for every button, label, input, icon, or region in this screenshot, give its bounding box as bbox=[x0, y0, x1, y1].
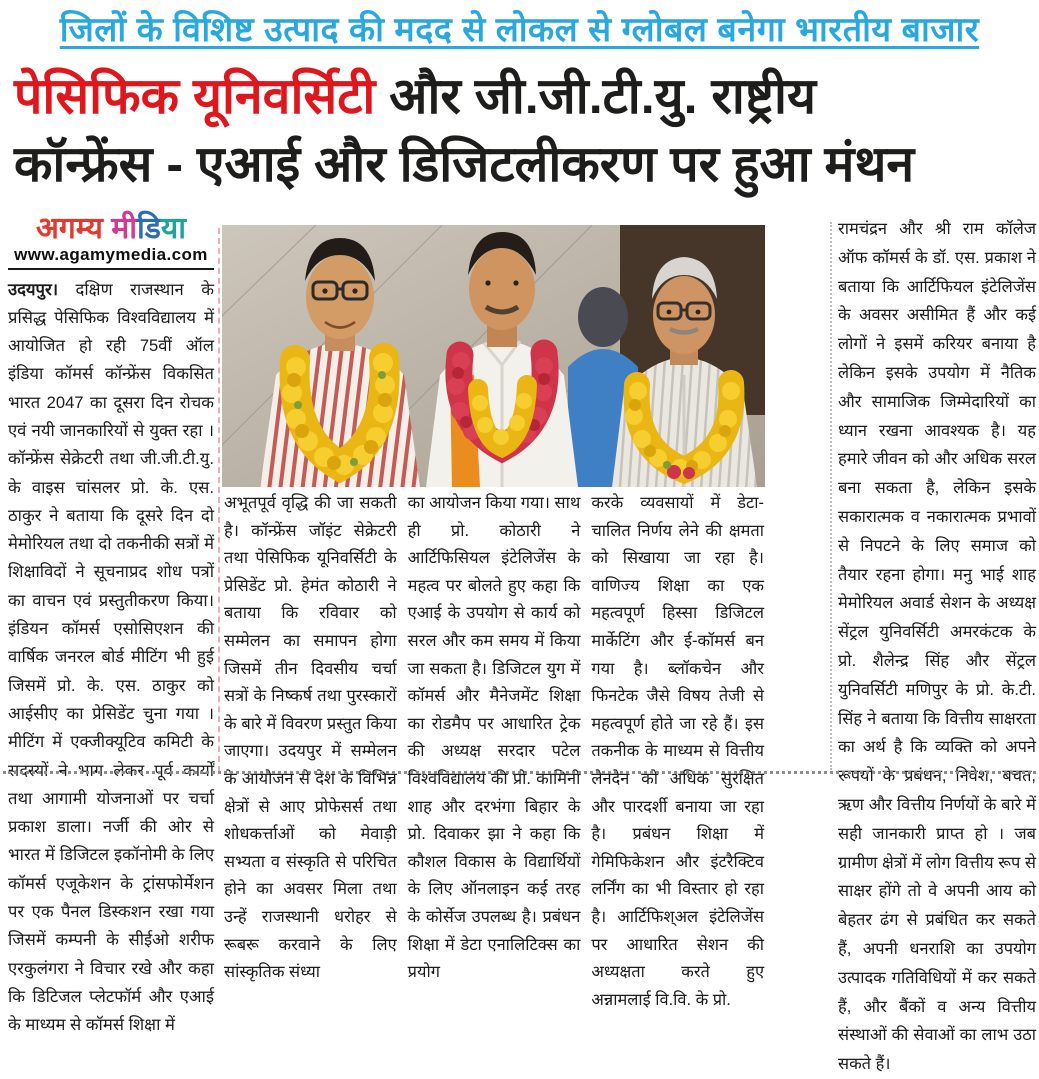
article-middle-column-3: करके व्यवसायों में डेटा-चालित निर्णय लेने की क्षमता को सिखाया जा रहा है। वाणिज्य शिक्षा का एक महत्वपूर्ण हिस्सा डिजिटल मार्केटिंग और ई-कॉमर्स बन गया है। ब्लॉकचेन और फिनटेक जैसे विषय तेजी से महत्वपूर्ण होते जा रहे हैं। इस तकनीक के माध्यम से वित्तीय लेनदेन को अधिक सुरक्षित और पारदर्शी बनाया जा रहा है। प्रबंधन शिक्षा में गेमिफिकेशन और इंटरैक्टिव लर्निंग का भी विस्तार हो रहा है। आर्टिफिश्अल इंटेलिजेंस पर आधारित सेशन की अध्यक्षता करते हुए अन्नामलाई वि.वि. के प्रो. bbox=[591, 494, 765, 1009]
article-middle-column-1: अभूतपूर्व वृद्धि की जा सकती है। कॉन्फ्रेंस जॉइंट सेक्रेटरी तथा पेसिफिक यूनिवर्सिटी के प्रेसिडेंट प्रो. हेमंत कोठारी ने बताया कि रविवार को सम्मेलन का समापन होगा जिसमें तीन दिवसीय चर्चा सत्रों के निष्कर्ष तथा पुरस्कारों के बारे में विवरण प्रस्तुत किया जाएगा। उदयपुर में सम्मेलन के आयोजन से देश के विभिन्न क्षेत्रों से आए प्रोफेसर्स तथा शोधकर्त्ताओं को मेवाड़ी सभ्यता व संस्कृति से परिचित होने का अवसर मिला तथा उन्हें राजस्थानी धरोहर से रूबरू करवाने के लिए सांस्कृतिक संध्या bbox=[224, 494, 397, 982]
main-headline-line2: कॉन्फ्रेंस - एआई और डिजिटलीकरण पर हुआ मंथन bbox=[14, 136, 915, 192]
logo-syllable-di: डि bbox=[137, 212, 161, 245]
left-column-body: दक्षिण राजस्थान के प्रसिद्ध पेसिफिक विश्वविद्यालय में आयोजित हो रही 75वीं ऑल इंडिया कॉमर्स कॉन्फ्रेंस विकसित भारत 2047 का दूसरा दिन रोचक एवं नयी जानकारियों से युक्त रहा । कॉन्फ्रेंस सेक्रेटरी तथा जी.जी.टी.यु. के वाइस चांसलर प्रो. के. एस. ठाकुर ने बताया कि दूसरे दिन दो मेमोरियल तथा दो तकनीकी सत्रों में शिक्षाविदों ने सूचनाप्रद शोध पत्रों का वाचन एवं प्रस्तुतीकरण किया। इंडियन कॉमर्स एसोसिएशन की वार्षिक जनरल बोर्ड मीटिंग भी हुई जिसमें प्रो. के. एस. ठाकुर को आईसीए का प्रेसिडेंट चुना गया । मीटिंग में एक्जीक्यूटिव कमिटी के सदस्यों ने भाग लेकर पूर्व कार्यों तथा आगामी योजनाओं पर चर्चा प्रकाश डाला। नर्जी की ओर से भारत में डिजिटल इकॉनोमी के लिए कॉमर्स एजूकेशन के ट्रांसफोर्मेशन पर एक पैनल डिस्कशन रखा गया जिसमें कम्पनी के सीईओ शरीफ एरकुलंगरा ने विचार रखे और कहा कि डिटिजल प्लेटफॉर्म और एआई के माध्यम से कॉमर्स शिक्षा में bbox=[8, 279, 214, 1035]
main-headline-line1 bbox=[14, 62, 1028, 130]
agamya-media-logo bbox=[8, 213, 214, 245]
left-column bbox=[8, 213, 214, 1040]
middle-columns bbox=[224, 490, 764, 1014]
main-headline-black-part: और जी.जी.टी.यु. राष्ट्रीय bbox=[375, 68, 816, 124]
bottom-dotted-rule bbox=[3, 771, 1036, 774]
website-url: www.agamymedia.com bbox=[14, 244, 208, 264]
conference-photo bbox=[222, 225, 765, 487]
masthead bbox=[8, 213, 214, 270]
article-left-column-text bbox=[8, 276, 214, 1040]
article-right-column: रामचंद्रन और श्री राम कॉलेज ऑफ कॉमर्स के डॉ. एस. प्रकाश ने बताया कि आर्टिफियल इंटेलिजेंस के अवसर असीमित हैं और कई लोगों ने इसमें करियर बनाया है लेकिन इसके उपयोग में नैतिक और सामाजिक जिम्मेदारियों का ध्यान रखना आवश्यक है। यह हमारे जीवन को और अधिक सरल बना सकता है, लेकिन इसके सकारात्मक व नकारात्मक प्रभावों से निपटने के लिए समाज को तैयार रहना होगा। मनु भाई शाह मेमोरियल अवार्ड सेशन के अध्यक्ष सेंट्रल युनिवर्सिटी अमरकंटक के प्रो. शैलेन्द्र सिंह और सेंट्रल युनिवर्सिटी मणिपुर के प्रो. के.टी. सिंह ने बताया कि वित्तीय साक्षरता का अर्थ है कि व्यक्ति को अपने रूपयों के प्रबंधन, निवेश, बचत, ऋण और वित्तीय निर्णयों के बारे में सही जानकारी प्राप्त हो । जब ग्रामीण क्षेत्रों में लोग वित्तीय रूप से साक्षर होंगे तो वे अपनी आय को बेहतर ढंग से प्रबंधित कर सकते हैं, अपनी धनराशि का उपयोग उत्पादक गतिविधियों में कर सकते हैं, और बैंकों व अन्य वित्तीय संस्थाओं की सेवाओं का लाभ उठा सकते हैं। bbox=[838, 220, 1036, 1074]
conference-photo-illustration bbox=[222, 225, 765, 487]
kicker-headline-text: जिलों के विशिष्ट उत्पाद की मदद से लोकल से ग्लोबल बनेगा भारतीय बाजार bbox=[59, 11, 980, 49]
main-headline bbox=[14, 62, 1028, 198]
dateline: उदयपुर। bbox=[8, 279, 59, 299]
kicker-headline bbox=[0, 5, 1039, 51]
column-divider-dashed-pink bbox=[218, 228, 220, 772]
logo-syllable-ya: या bbox=[160, 212, 187, 245]
logo-word-agamya: अगम्य bbox=[35, 212, 103, 245]
main-headline-red-part: पेसिफिक यूनिवर्सिटी bbox=[14, 68, 376, 124]
article-middle-column-2: का आयोजन किया गया। साथ ही प्रो. कोठारी ने आर्टिफिसियल इंटेलिजेंस के महत्व पर बोलते हुए कहा कि एआई के उपयोग से कार्य को सरल और कम समय में किया जा सकता है। डिजिटल युग में कॉमर्स और मैनेजमेंट शिक्षा का रोडमैप पर आधारित ट्रेक की अध्यक्ष सरदार पटेल विश्वविद्यालय की प्रो. कामिनी शाह और दरभंगा बिहार के प्रो. दिवाकर झा ने कहा कि कौशल विकास के विद्यार्थियों के लिए ऑनलाइन कई तरह के कोर्सेज उपलब्ध है। प्रबंधन शिक्षा में डेटा एनालिटिक्स का प्रयोग bbox=[407, 494, 581, 982]
logo-syllable-mee: मी bbox=[111, 212, 138, 245]
column-divider-dotted-grey bbox=[830, 222, 832, 770]
